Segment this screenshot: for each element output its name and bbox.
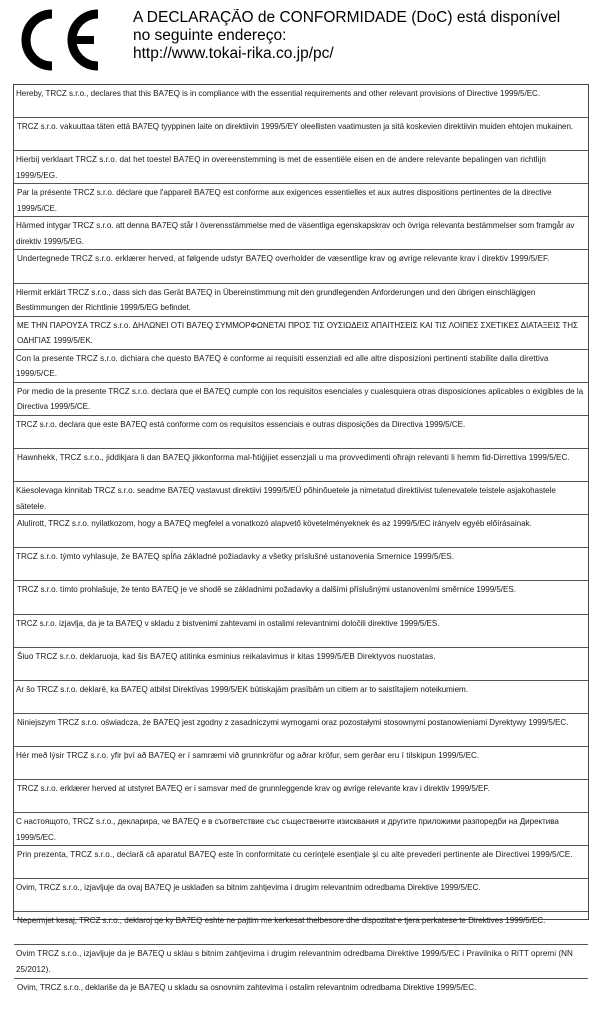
ce-mark-logo [14,8,110,72]
notice-line-1: A DECLARAÇÃO de CONFORMIDADE (DoC) está disponível [133,9,561,26]
declaration-row: TRCZ s.r.o. declara que este BA7EQ está conforme com os requisitos essenciais e outras disposições da Directiva 1999/5/CE. [14,416,588,449]
declaration-row: TRCZ s.r.o. izjavlja, da je ta BA7EQ v skladu z bistvenimi zahtevami in ostalimi relevantnimi določili direktive 1999/5/ES. [14,615,588,648]
notice-line-2: no seguinte endereço: [133,27,287,44]
declaration-row: TRCZ s.r.o. týmto vyhlasuje, že BA7EQ spĺňa základné požiadavky a všetky príslušné ustanovenia Smernice 1999/5/ES. [14,548,588,581]
declaration-row: Härmed intygar TRCZ s.r.o. att denna BA7EQ står I överensstämmelse med de väsentliga egenskapskrav och övriga relevanta bestämmelser som framgår av direktiv 1999/5/EG. [14,217,588,250]
declaration-row: Por medio de la presente TRCZ s.r.o. declara que el BA7EQ cumple con los requisitos esenciales y cualesquiera otras disposiciones aplicables o exigibles de la Directiva 1999/5/CE. [14,383,588,416]
declaration-row: Alulírott, TRCZ s.r.o. nyilatkozom, hogy a BA7EQ megfelel a vonatkozó alapvető követelményeknek és az 1999/5/EC irányelv egyéb előírásainak. [14,515,588,548]
declaration-row: С настоящото, TRCZ s.r.o., декларира, че BA7EQ е в съответствие със съществените изисквания и другите приложими разпоредби на Директива 1999/5/EC. [14,813,588,846]
declaration-row: Prin prezenta, TRCZ s.r.o., declară că aparatul BA7EQ este în conformitate cu cerinţele esenţiale şi cu alte prevederi pertinente ale Directivei 1999/5/CE. [14,846,588,879]
doc-url: http://www.tokai-rika.co.jp/pc/ [133,45,334,62]
declaration-row: Hiermit erklärt TRCZ s.r.o., dass sich das Gerät BA7EQ in Übereinstimmung mit den grundlegenden Anforderungen und den übrigen einschlägigen Bestimmungen der Richtlinie 1999/5/EG befindet. [14,284,588,317]
declaration-row: Par la présente TRCZ s.r.o. déclare que l'appareil BA7EQ est conforme aux exigences essentielles et aux autres dispositions pertinentes de la directive 1999/5/CE. [14,184,588,217]
declaration-row: Niniejszym TRCZ s.r.o. oświadcza, że BA7EQ jest zgodny z zasadniczymi wymogami oraz pozostałymi stosownymi postanowieniami Dyrektywy 1999/5/EC. [14,714,588,747]
declaration-row: Hierbij verklaart TRCZ s.r.o. dat het toestel BA7EQ in overeenstemming is met de essentiële eisen en de andere relevante bepalingen van richtlijn 1999/5/EG. [14,151,588,184]
declaration-row: Käesolevaga kinnitab TRCZ s.r.o. seadme BA7EQ vastavust direktiivi 1999/5/EÜ põhinõuetele ja nimetatud direktiivist tulenevatele teistele asjakohastele sätetele. [14,482,588,515]
declaration-row: TRCZ s.r.o. vakuuttaa täten että BA7EQ tyyppinen laite on direktiivin 1999/5/EY oleellisten vaatimusten ja sitä koskevien direktiivin muiden ehtojen mukainen. [14,118,588,151]
declaration-row: Con la presente TRCZ s.r.o. dichiara che questo BA7EQ è conforme ai requisiti essenziali ed alle altre disposizioni pertinenti stabilite dalla direttiva 1999/5/CE. [14,350,588,383]
declaration-row: Šiuo TRCZ s.r.o. deklaruoja, kad šis BA7EQ atitinka esminius reikalavimus ir kitas 1999/5/EB Direktyvos nuostatas. [14,648,588,681]
declaration-row: ΜΕ ΤΗΝ ΠΑΡΟΥΣΑ TRCZ s.r.o. ΔΗΛΩΝΕΙ ΟΤΙ BA7EQ ΣΥΜΜΟΡΦΩΝΕΤΑΙ ΠΡΟΣ ΤΙΣ ΟΥΣΙΩΔΕΙΣ ΑΠΑΙΤΗΣΕΙΣ ΚΑΙ ΤΙΣ ΛΟΙΠΕΣ ΣΧΕΤΙΚΕΣ ΔΙΑΤΑΞΕΙΣ ΤΗΣ ΟΔΗΓΙΑΣ 1999/5/ΕΚ. [14,317,588,350]
declarations-table [13,84,589,992]
declaration-row: Undertegnede TRCZ s.r.o. erklærer herved, at følgende udstyr BA7EQ overholder de væsentlige krav og øvrige relevante krav i direktiv 1999/5/EF. [14,250,588,283]
declaration-row: Hér með lýsir TRCZ s.r.o. yfir því að BA7EQ er í samræmi við grunnkröfur og aðrar kröfur, sem gerðar eru í tilskipun 1999/5/EC. [14,747,588,780]
declaration-row: Ovim, TRCZ s.r.o., izjavljuje da ovaj BA7EQ je usklađen sa bitnim zahtjevima i drugim relevantnim odredbama Direktive 1999/5/EC. [14,879,588,912]
declaration-row: TRCZ s.r.o. erklærer herved at utstyret BA7EQ er i samsvar med de grunnleggende krav og øvrige relevante krav i direktiv 1999/5/EF. [14,780,588,813]
declaration-row: Ar šo TRCZ s.r.o. deklarē, ka BA7EQ atbilst Direktīvas 1999/5/EK būtiskajām prasībām un citiem ar to saistītajiem noteikumiem. [14,681,588,714]
declaration-row: TRCZ s.r.o. tímto prohlašuje, že tento BA7EQ je ve shodě se základními požadavky a dalšími příslušnými ustanoveními směrnice 1999/5/ES. [14,581,588,614]
declaration-row: Nepermjet kesaj, TRCZ s.r.o., deklaroj qe ky BA7EQ eshte ne pajtim me kerkesat thelbesore dhe dispozitat e tjera perkatese te Direktives 1999/5/EC. [14,912,588,945]
declaration-row: Ovim, TRCZ s.r.o., deklariše da je BA7EQ u skladu sa osnovnim zahtevima i ostalim relevantnim odredbama Direktive 1999/5/EC. [17,982,477,992]
declaration-row: Hawnhekk, TRCZ s.r.o., jiddikjara li dan BA7EQ jikkonforma mal-ħtiġijiet essenzjali u ma provvedimenti oħrajn relevanti li hemm fid-Dirrettiva 1999/5/EC. [14,449,588,482]
declaration-row: Ovim TRCZ s.r.o., izjavljuje da je BA7EQ u sklau s bitnim zahtjevima i drugim relevantnim odredbama Direktive 1999/5/EC i Pravilnika o RiTT opremi (NN 25/2012). [14,945,588,978]
doc-availability-notice [133,9,603,63]
declaration-row: Hereby, TRCZ s.r.o., declares that this BA7EQ is in compliance with the essential requirements and other relevant provisions of Directive 1999/5/EC. [14,85,588,118]
